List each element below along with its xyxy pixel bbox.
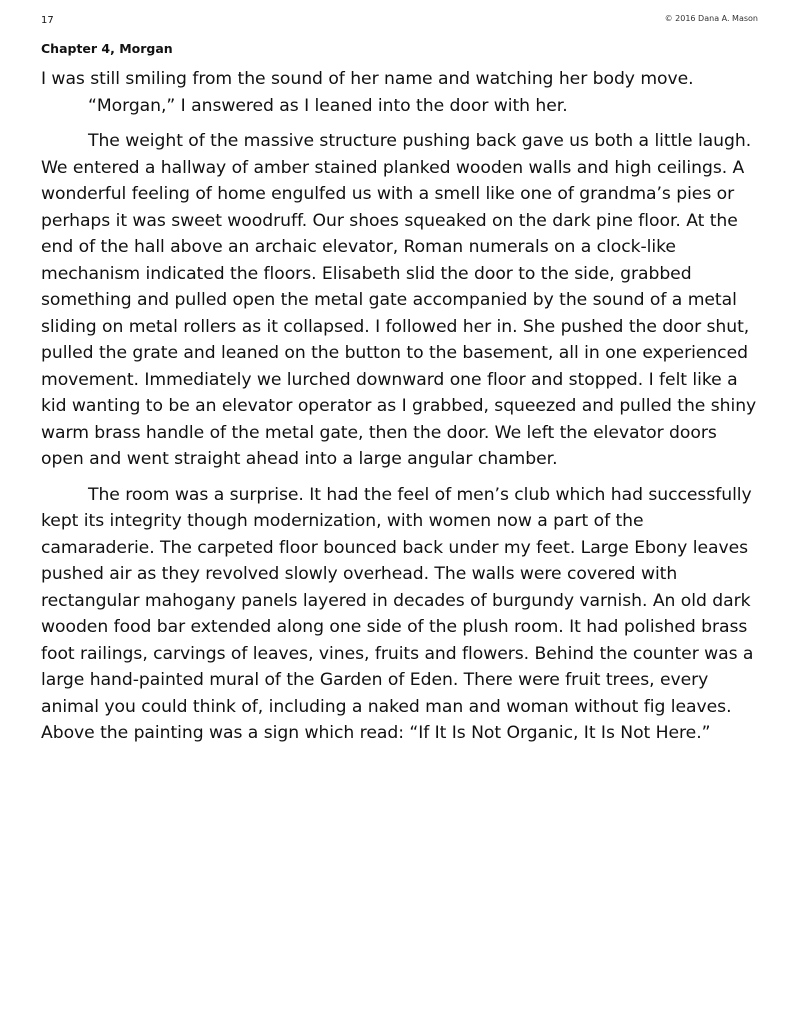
paragraph-hallway-elevator: The weight of the massive structure pushing back gave us both a little laugh. We entered a hallway of amber stained planked wooden walls and high ceilings. A wonderful feeling of home engulfed us with a smell like one of grandma’s pies or perhaps it was sweet woodruff. Our shoes squeaked on the dark pine floor. At the end of the hall above an archaic elevator, Roman numerals on a clock-like mechanism indicated the floors. Elisabeth slid the door to the side, grabbed something and pulled open the metal gate accompanied by the sound of a metal sliding on metal rollers as it collapsed. I followed her in. She pushed the door shut, pulled the grate and leaned on the button to the basement, all in one experienced movement. Immediately we lurched downward one floor and stopped. I felt like a kid wanting to be an elevator operator as I grabbed, squeezed and pulled the shiny warm brass handle of the metal gate, then the door. We left the elevator doors open and went straight ahead into a large angular chamber. [41,131,757,469]
body-text [41,66,759,747]
paragraph-room-description: The room was a surprise. It had the feel of men’s club which had successfully kept its integrity though modernization, with women now a part of the camaraderie. The carpeted floor bounced back under my feet. Large Ebony leaves pushed air as they revolved slowly overhead. The walls were covered with rectangular mahogany panels layered in decades of burgundy varnish. An old dark wooden food bar extended along one side of the plush room. It had polished brass foot railings, carvings of leaves, vines, fruits and flowers. Behind the counter was a large hand-painted mural of the Garden of Eden. There were fruit trees, every animal you could think of, including a naked man and woman without fig leaves. Above the painting was a sign which read: “If It Is Not Organic, It Is Not Here.” [41,484,754,743]
paragraph-opening-line: I was still smiling from the sound of her name and watching her body move. [41,69,694,89]
paragraph-dialogue: “Morgan,” I answered as I leaned into the door with her. [88,95,568,116]
page-number: 17 [41,15,54,26]
copyright-notice: © 2016 Dana A. Mason [664,14,758,23]
chapter-title: Chapter 4, Morgan [41,41,173,56]
